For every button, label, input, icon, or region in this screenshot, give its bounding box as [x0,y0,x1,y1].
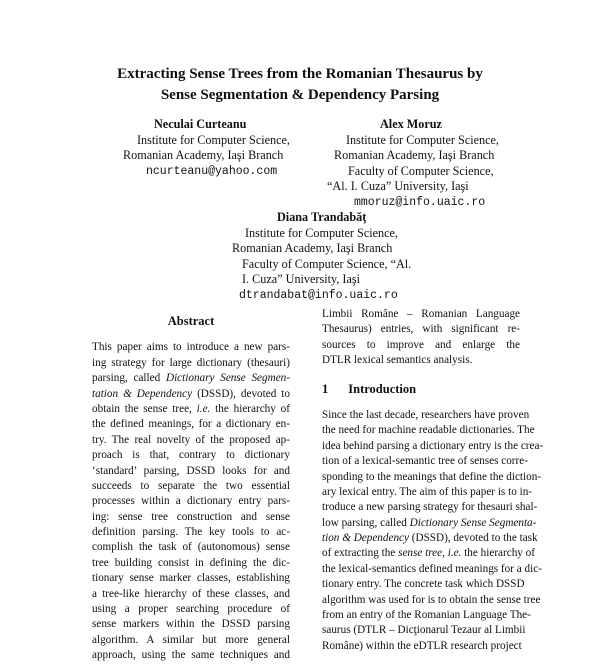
author-affiliation: Institute for Computer Science, [137,132,290,147]
author-2 [327,117,499,210]
abstract-section [92,314,290,664]
author-affiliation: Institute for Computer Science, [245,225,398,240]
text-line: try. The real novelty of the proposed ap- [92,433,290,446]
paper-title-line-2: Sense Segmentation & Dependency Parsing [160,87,440,103]
author-1 [123,117,290,179]
text-line: approach, using the same techniques and [92,649,290,662]
text-line: Thesaurus) entries, with significant re- [322,323,520,336]
text-line: algorithm was used for is to obtain the sense tree [322,593,541,606]
author-affiliation: Faculty of Computer Science, “Al. [242,256,412,271]
section-number: 1 [322,381,329,396]
text-line: of extracting the sense tree, i.e. the hierarchy of [322,547,536,560]
paper-title-line-1: Extracting Sense Trees from the Romanian Thesaurus by [117,66,483,82]
author-affiliation: Romanian Academy, Iaşi Branch [232,241,393,255]
text-line: Since the last decade, researchers have proven [322,408,530,421]
right-column [322,307,544,654]
intro-body [322,408,544,654]
text-line: sponding to the meanings that define the diction- [322,470,542,483]
author-3 [232,210,411,303]
text-line: obtain the sense tree, i.e. the hierarchy of [92,402,290,415]
text-line: DTLR lexical semantics analysis. [322,354,473,367]
text-line: algorithm. A similar but more general [92,633,290,646]
text-line: the lexical-semantics defined meanings for a dic- [322,562,542,575]
text-line: ary lexical entry. The aim of this paper is to in- [322,485,533,498]
text-line: succeeds to separate the two essential [92,479,290,492]
text-line: Limbii Române – Romanian Language [322,308,520,320]
text-line: tion of a lexical-semantic tree of senses corre- [322,455,528,468]
author-name: Alex Moruz [380,117,442,131]
author-affiliation: Faculty of Computer Science, [348,163,494,178]
text-line: proach is that, contrary to dictionary [92,449,290,462]
text-line: Române) within the eDTLR research project [322,639,522,652]
author-affiliation: Institute for Computer Science, [346,132,499,147]
text-line: a tree-like hierarchy of these classes, and [92,587,290,600]
text-line: sources to improve and enlarge the [322,338,520,351]
text-line: tation & Dependency (DSSD), devoted to [92,387,291,400]
text-line: tionary sense marker classes, establishing [92,572,290,585]
text-line: using a proper searching procedure of [92,603,290,616]
author-name: Diana Trandabăţ [277,210,367,224]
text-line: tionary entry. The concrete task which DSSD [322,578,525,591]
text-line: idea behind parsing a dictionary entry is the crea- [322,439,544,452]
text-line: ing strategy for large dictionary (thesauri) [92,356,290,369]
abstract-heading: Abstract [167,314,215,328]
text-line: parsing, called Dictionary Sense Segmen- [92,372,290,385]
author-email[interactable]: dtrandabat@info.uaic.ro [239,288,398,302]
text-line: from an entry of the Romanian Language The- [322,609,531,622]
text-line: sense markers within the DSSD parsing [92,618,290,631]
intro-heading [322,382,520,397]
text-line: ing: sense tree construction and sense [92,510,290,523]
text-line: tree building consist in defining the dic- [92,556,290,569]
author-affiliation: I. Cuza” University, Iaşi [242,272,361,286]
text-line: the need for machine readable dictionaries. The [322,424,535,437]
author-email[interactable]: ncurteanu@yahoo.com [146,164,278,178]
text-line: processes within a dictionary entry pars- [92,495,290,508]
text-line: This paper aims to introduce a new pars- [92,341,290,354]
author-name: Neculai Curteanu [154,117,247,131]
text-line: low parsing, called Dictionary Sense Segmenta- [322,516,537,529]
text-line: the defined meanings, for a dictionary en- [92,418,290,431]
section-title: Introduction [348,381,417,396]
author-email[interactable]: mmoruz@info.uaic.ro [354,195,486,209]
text-line: tion & Dependency (DSSD), devoted to the task [322,532,538,545]
abstract-continuation [322,307,520,369]
author-affiliation: “Al. I. Cuza” University, Iaşi [327,179,469,193]
author-affiliation: Romanian Academy, Iaşi Branch [123,148,284,162]
abstract-body [92,340,290,663]
text-line: troduce a new parsing strategy for thesauri shal- [322,501,538,514]
text-line: complish the task of (autonomous) sense [92,541,290,554]
author-affiliation: Romanian Academy, Iaşi Branch [334,148,495,162]
text-line: saurus (DTLR – Dicţionarul Tezaur al Limbii [322,624,526,637]
text-line: definition parsing. The key tools to ac- [92,526,290,539]
text-line: ‘standard’ parsing, DSSD looks for and [92,464,290,477]
